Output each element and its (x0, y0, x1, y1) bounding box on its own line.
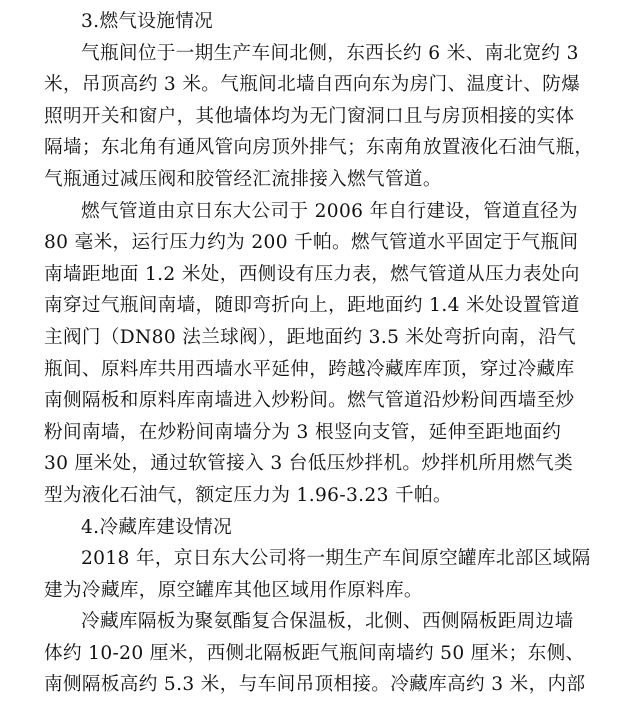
section-4-heading: 4.冷藏库建设情况 (81, 516, 233, 538)
text-line: 瓶间、原料库共用西墙水平延伸，跨越冷藏库库顶，穿过冷藏库 (44, 358, 575, 380)
text-line: 冷藏库隔板为聚氨酯复合保温板，北侧、西侧隔板距周边墙 (81, 611, 574, 633)
text-line: 主阀门（DN80 法兰球阀），距地面约 3.5 米处弯折向南，沿气 (44, 326, 577, 348)
text-line: 燃气管道由京日东大公司于 2006 年自行建设，管道直径为 (81, 200, 578, 222)
section-4-paragraph-2 (44, 606, 596, 701)
text-line: 80 毫米，运行压力约为 200 千帕。燃气管道水平固定于气瓶间 (44, 232, 579, 254)
section-3-paragraph-2 (44, 196, 596, 512)
text-line: 30 厘米处，通过软管接入 3 台低压炒拌机。炒拌机所用燃气类 (44, 453, 573, 475)
text-line: 体约 10-20 厘米，西侧北隔板距气瓶间南墙约 50 厘米；东侧、 (44, 642, 585, 664)
section-3-heading: 3.燃气设施情况 (81, 11, 214, 32)
text-line: 气瓶通过减压阀和胶管经汇流排接入燃气管道。 (44, 168, 442, 190)
text-line: 南墙距地面 1.2 米处，西侧设有压力表，燃气管道从压力表处向 (44, 263, 580, 285)
text-line: 南侧隔板高约 5.3 米，与车间吊顶相接。冷藏库高约 3 米，内部 (44, 674, 586, 696)
text-line: 南侧隔板和原料库南墙进入炒粉间。燃气管道沿炒粉间西墙至炒 (44, 390, 575, 412)
text-line: 南穿过气瓶间南墙，随即弯折向上，距地面约 1.4 米处设置管道 (44, 295, 580, 317)
text-line: 气瓶间位于一期生产车间北侧，东西长约 6 米、南北宽约 3 (81, 42, 579, 64)
text-line: 粉间南墙，在炒粉间南墙分为 3 根竖向支管，延伸至距地面约 (44, 421, 562, 443)
section-3-paragraph-1 (44, 38, 596, 196)
text-line: 隔墙；东北角有通风管向房顶外排气；东南角放置液化石油气瓶， (44, 137, 594, 159)
text-line: 照明开关和窗户，其他墙体均为无门窗洞口且与房顶相接的实体 (44, 105, 575, 127)
text-line: 米，吊顶高约 3 米。气瓶间北墙自西向东为房门、温度计、防爆 (44, 74, 581, 96)
section-4-paragraph-1 (44, 543, 596, 606)
text-line: 建为冷藏库，原空罐库其他区域用作原料库。 (44, 579, 423, 601)
text-line: 2018 年，京日东大公司将一期生产车间原空罐库北部区域隔 (81, 548, 591, 570)
text-line: 型为液化石油气，额定压力为 1.96-3.23 千帕。 (44, 484, 452, 506)
